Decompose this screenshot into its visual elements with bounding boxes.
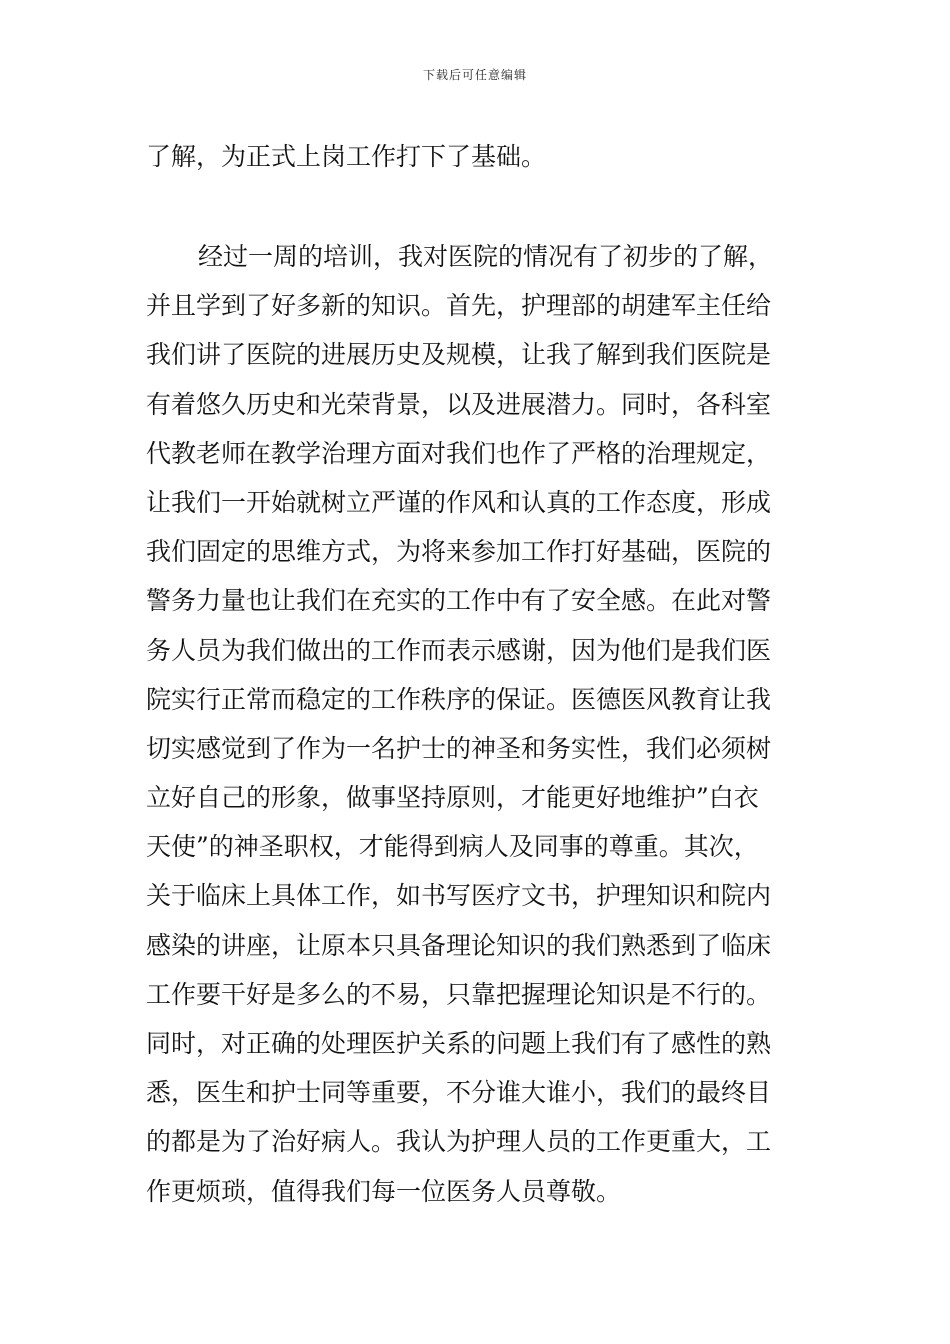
text-line: 经过一周的培训，我对医院的情况有了初步的了解， [198,242,774,271]
text-line: 了解，为正式上岗工作打下了基础。 [146,142,547,171]
text-line: 作更烦琐，值得我们每一位医务人员尊敬。 [146,1176,622,1206]
text-line: 关于临床上具体工作，如书写医疗文书，护理知识和院内 [146,881,772,911]
text-line: 并且学到了好多新的知识。首先，护理部的胡建军主任给 [146,291,772,321]
text-line: 悉，医生和护士同等重要，不分谁大谁小，我们的最终目 [146,1078,772,1108]
text-line: 院实行正常而稳定的工作秩序的保证。医德医风教育让我 [146,684,772,714]
text-line: 我们讲了医院的进展历史及规模，让我了解到我们医院是 [146,340,772,370]
text-line: 立好自己的形象，做事坚持原则，才能更好地维护”白衣 [146,783,759,813]
text-line: 天使”的神圣职权，才能得到病人及同事的尊重。其次， [146,832,759,862]
header-note: 下载后可任意编辑 [422,68,527,82]
text-line: 同时，对正确的处理医护关系的问题上我们有了感性的熟 [146,1029,772,1058]
text-line: 的都是为了治好病人。我认为护理人员的工作更重大，工 [146,1127,772,1157]
text-line: 有着悠久历史和光荣背景，以及进展潜力。同时，各科室 [146,389,772,419]
text-line: 代教老师在教学治理方面对我们也作了严格的治理规定， [146,438,772,468]
text-line: 我们固定的思维方式，为将来参加工作打好基础，医院的 [146,537,772,567]
text-line: 警务力量也让我们在充实的工作中有了安全感。在此对警 [146,586,772,616]
text-line: 让我们一开始就树立严谨的作风和认真的工作态度，形成 [146,487,772,517]
text-line: 工作要干好是多么的不易，只靠把握理论知识是不行的。 [146,979,772,1009]
text-line: 切实感觉到了作为一名护士的神圣和务实性，我们必须树 [146,733,772,763]
paragraph-training-summary [146,232,846,1216]
text-line: 感染的讲座，让原本只具备理论知识的我们熟悉到了临床 [146,930,772,960]
paragraph-continuation [146,132,846,181]
text-line: 务人员为我们做出的工作而表示感谢，因为他们是我们医 [146,635,772,665]
